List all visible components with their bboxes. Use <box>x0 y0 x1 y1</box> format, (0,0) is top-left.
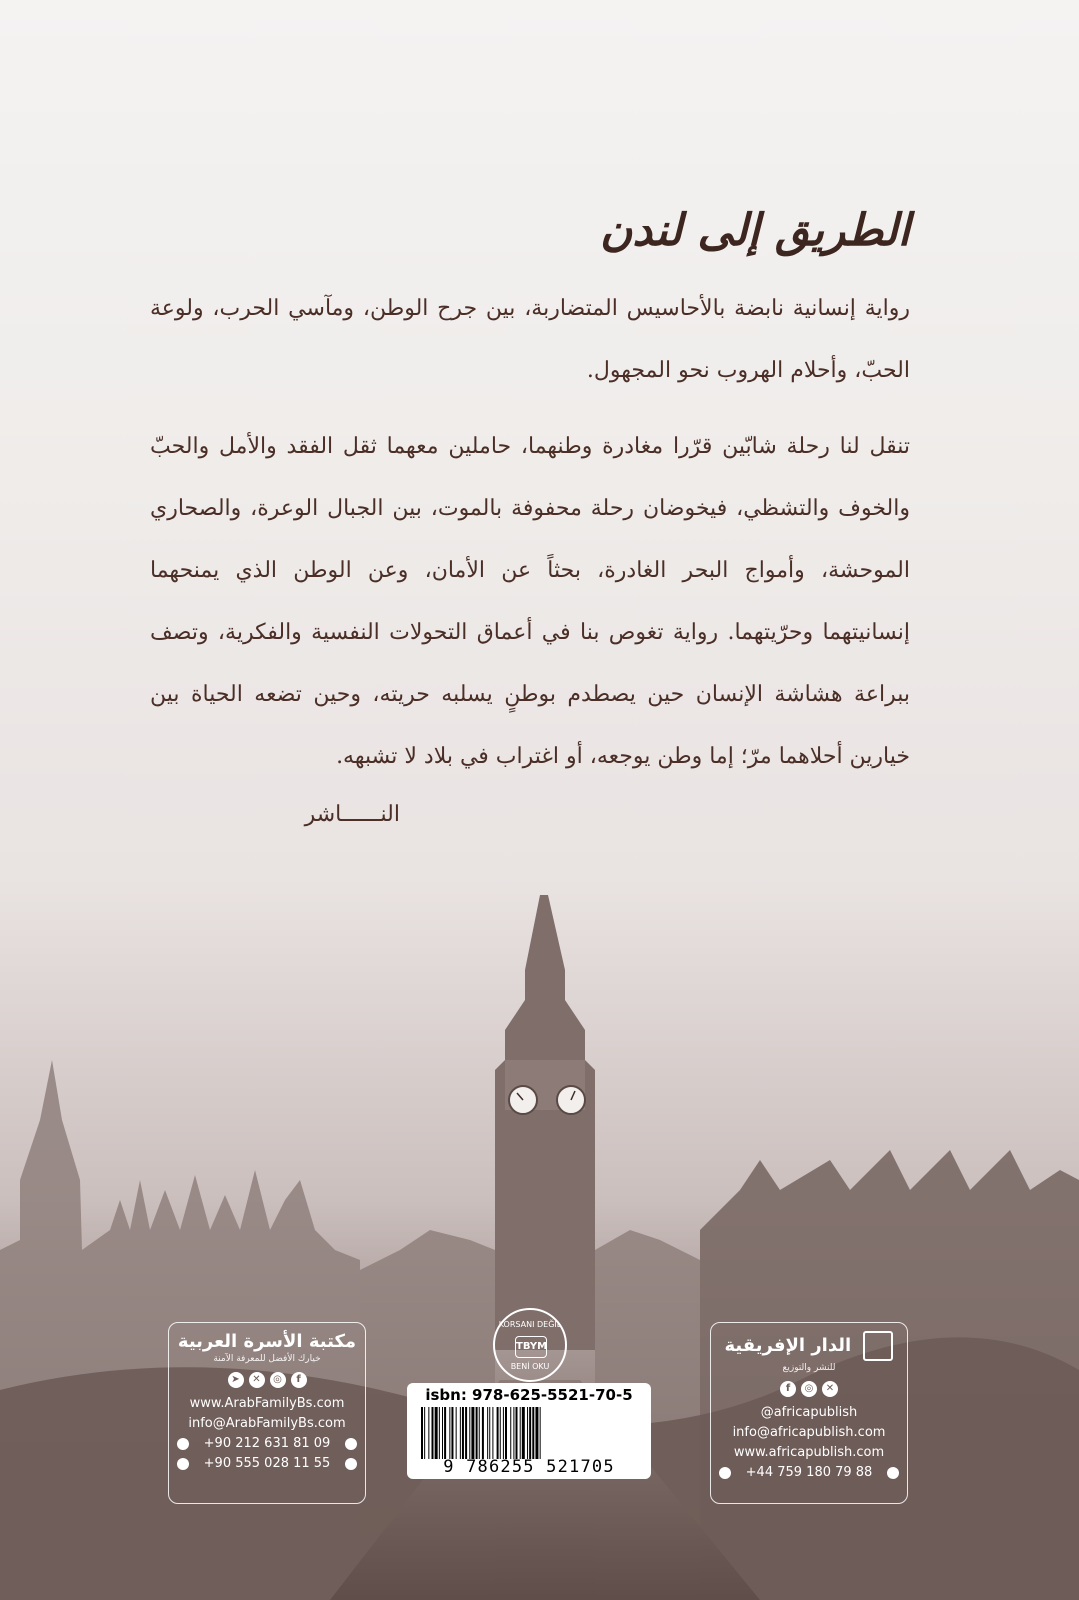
barcode-bar <box>442 1407 443 1459</box>
instagram-icon[interactable]: ◎ <box>801 1381 817 1397</box>
phone-row-2: +90 555 028 11 55 <box>169 1454 365 1474</box>
website-link[interactable]: www.ArabFamilyBs.com <box>189 1396 345 1411</box>
isbn-barcode <box>407 1383 651 1479</box>
barcode-bar <box>465 1407 467 1459</box>
email-link[interactable]: info@ArabFamilyBs.com <box>188 1416 346 1431</box>
barcode-bar <box>469 1407 470 1459</box>
facebook-icon[interactable]: f <box>291 1372 307 1388</box>
back-cover-text <box>150 205 910 827</box>
barcode-bar <box>503 1407 504 1459</box>
barcode-bar <box>451 1407 453 1459</box>
barcode-bar <box>497 1407 499 1459</box>
instagram-icon[interactable]: ◎ <box>270 1372 286 1388</box>
anti-piracy-badge: KORSANI DEĞİL TBYM BENİ OKU <box>493 1308 567 1382</box>
barcode-bar <box>421 1407 423 1459</box>
phone-icon <box>177 1438 189 1450</box>
whatsapp-icon <box>345 1458 357 1470</box>
barcode-bar <box>532 1407 534 1459</box>
barcode-bar <box>424 1407 425 1459</box>
barcode-bar <box>505 1407 507 1459</box>
barcode-bar <box>456 1407 457 1459</box>
barcode-bar <box>471 1407 474 1459</box>
barcode-bar <box>444 1407 446 1459</box>
barcode-bar <box>535 1407 538 1459</box>
barcode-bar <box>529 1407 531 1459</box>
publisher-box-africa <box>710 1322 908 1504</box>
publisher-tagline: خيارك الأفضل للمعرفة الآمنة <box>213 1354 321 1364</box>
website-link[interactable]: www.africapublish.com <box>733 1445 885 1460</box>
barcode-bar <box>516 1407 518 1459</box>
synopsis-paragraph-1: رواية إنسانية نابضة بالأحاسيس المتضاربة، بين جرح الوطن، ومآسي الحرب، ولوعة الحبّ، وأحلام الهروب نحو المجهول. <box>150 296 910 383</box>
barcode-bar <box>513 1407 514 1459</box>
synopsis-paragraph-2: تنقل لنا رحلة شابّين قرّرا مغادرة وطنهما، حاملين معهما ثقل الفقد والأمل والحبّ والخوف والتشظي، فيخوضان رحلة محفوفة بالموت، بين الجبال الوعرة، والصحاري الموحشة، وأمواج البحر الغادرة، بحثاً عن الأمان، وعن الوطن الذي يمنحهما إنسانيتهما وحرّيتهما. رواية تغوص بنا في أعماق التحولات النفسية والفكرية، وتصف ببراعة هشاشة الإنسان حين يصطدم بوطنٍ يسلبه حريته، وحين تضعه الحياة بين خيارين أحلاهما مرّ؛ إما وطن يوجعه، أو اغتراب في بلاد لا تشبهه. <box>150 434 910 769</box>
telegram-icon[interactable]: ➤ <box>228 1372 244 1388</box>
barcode-bar <box>522 1407 525 1459</box>
email-link[interactable]: info@africapublish.com <box>732 1425 886 1440</box>
barcode-bar <box>482 1407 484 1459</box>
book-title: الطريق إلى لندن <box>600 205 910 256</box>
social-handle[interactable]: @africapublish <box>760 1405 858 1420</box>
barcode-bars <box>421 1407 637 1459</box>
social-icons <box>169 1372 365 1388</box>
whatsapp-icon <box>887 1467 899 1479</box>
social-icons <box>711 1381 907 1397</box>
whatsapp-icon <box>177 1458 189 1470</box>
facebook-icon[interactable]: f <box>780 1381 796 1397</box>
barcode-bar <box>460 1407 461 1459</box>
barcode-bar <box>520 1407 521 1459</box>
phone-row: +44 759 180 79 88 <box>711 1463 907 1483</box>
barcode-bar <box>540 1407 541 1459</box>
barcode-bar <box>449 1407 450 1459</box>
barcode-bar <box>510 1407 511 1459</box>
x-icon[interactable]: ✕ <box>822 1381 838 1397</box>
isbn-digits: 9 786255 521705 <box>443 1457 615 1477</box>
publisher-box-arab-family <box>168 1322 366 1504</box>
dar-africa-logo-icon <box>863 1331 893 1361</box>
barcode-bar <box>476 1407 478 1459</box>
barcode-bar <box>439 1407 440 1459</box>
barcode-bar <box>527 1407 528 1459</box>
barcode-bar <box>428 1407 429 1459</box>
barcode-bar <box>487 1407 488 1459</box>
publisher-tagline: للنشر والتوزيع <box>782 1363 836 1373</box>
phone-icon <box>345 1438 357 1450</box>
barcode-bar <box>435 1407 438 1459</box>
barcode-bar <box>462 1407 464 1459</box>
isbn-label: isbn: 978-625-5521-70-5 <box>425 1386 633 1404</box>
publisher-name-arab-family: مكتبة الأسرة العربية <box>177 1331 357 1352</box>
publisher-name-africa: الدار الإفريقية <box>711 1331 907 1361</box>
phone-row-1: +90 212 631 81 09 <box>169 1434 365 1454</box>
barcode-bar <box>500 1407 501 1459</box>
publisher-signature: النــــــاشر <box>304 802 400 827</box>
barcode-bar <box>489 1407 490 1459</box>
barcode-bar <box>479 1407 480 1459</box>
barcode-bar <box>492 1407 493 1459</box>
x-icon[interactable]: ✕ <box>249 1372 265 1388</box>
whatsapp-icon <box>719 1467 731 1479</box>
barcode-bar <box>432 1407 434 1459</box>
